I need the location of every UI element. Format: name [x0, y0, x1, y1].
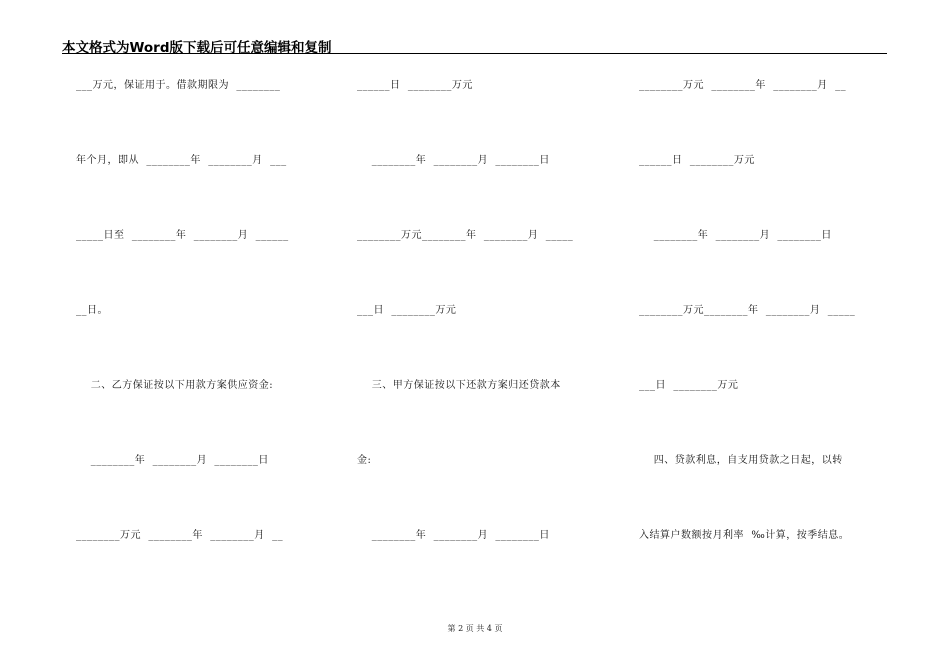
text-line: ________年 ________月 ________日: [76, 455, 269, 466]
text-line: ___日 ________万元: [357, 305, 457, 316]
text-line: ___日 ________万元: [639, 380, 739, 391]
text-line: 金:: [357, 455, 372, 466]
text-line: ________万元 ________年 ________月 __: [639, 80, 847, 91]
text-line: ________年 ________月 ________日: [357, 155, 550, 166]
document-header-title: 本文格式为Word版下载后可任意编辑和复制: [62, 40, 332, 56]
text-line: ______日 ________万元: [357, 80, 473, 91]
text-line: ________年 ________月 ________日: [357, 530, 550, 541]
text-line: ________万元 ________年 ________月 __: [76, 530, 284, 541]
text-line: __日。: [76, 305, 108, 316]
page-number-footer: 第 2 页 共 4 页: [447, 624, 503, 633]
text-line: _____日至 ________年 ________月 ______: [76, 230, 289, 241]
header-divider: [62, 53, 887, 54]
text-line: ________年 ________月 ________日: [639, 230, 832, 241]
section-heading-line: 三、甲方保证按以下还款方案归还贷款本: [357, 380, 561, 391]
section-heading-line: 二、乙方保证按以下用款方案供应资金:: [76, 380, 274, 391]
text-line: ________万元________年 ________月 _____: [639, 305, 856, 316]
section-heading-line: 四、贷款利息，自支用贷款之日起，以转: [639, 455, 843, 466]
text-line: ______日 ________万元: [639, 155, 755, 166]
text-line: ___万元，保证用于。借款期限为 ________: [76, 80, 281, 91]
text-line: 入结算户数额按月利率 ‰计算，按季结息。: [639, 530, 850, 541]
text-line: 年个月，即从 ________年 ________月 ___: [76, 155, 287, 166]
text-line: ________万元________年 ________月 _____: [357, 230, 574, 241]
